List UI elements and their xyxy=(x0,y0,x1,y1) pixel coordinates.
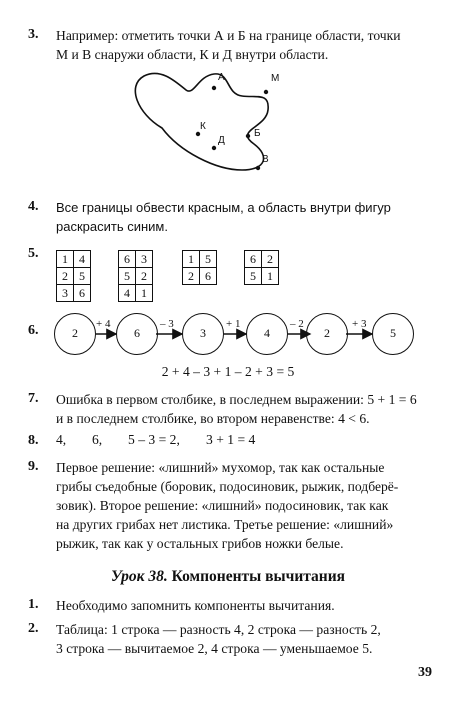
grid-cell: 2 xyxy=(262,251,279,268)
chain-circle: 4 xyxy=(246,313,288,355)
lesson-prefix: Урок 38. xyxy=(110,568,168,585)
chain-circle: 2 xyxy=(54,313,96,355)
chain-operation: + 3 xyxy=(352,318,367,330)
chain-circle: 2 xyxy=(306,313,348,355)
chain-operation: + 4 xyxy=(96,318,111,330)
grid-cell: 6 xyxy=(200,268,217,285)
grid-cell: 6 xyxy=(119,251,136,268)
item-8-number: 8. xyxy=(28,433,39,448)
item-7-line-1: Ошибка в первом столбике, в последнем выражении: 5 + 1 = 6 xyxy=(56,392,417,407)
point-k-label: К xyxy=(200,121,206,132)
item-9-number: 9. xyxy=(28,459,39,474)
item-8-value: 3 + 1 = 4 xyxy=(206,432,256,447)
lesson-heading xyxy=(0,568,456,586)
grid-cell: 6 xyxy=(245,251,262,268)
lesson-item-2-line-2: 3 строка — вычитаемое 2, 4 строка — уменьшаемое 5. xyxy=(56,641,373,656)
item-3-line-2: М и В снаружи области, К и Д внутри области. xyxy=(56,47,329,62)
grid-cell: 3 xyxy=(136,251,153,268)
point-d-label: Д xyxy=(218,135,225,146)
grid-cell: 3 xyxy=(57,285,74,302)
lesson-title: Компоненты вычитания xyxy=(171,568,346,585)
item-3-number: 3. xyxy=(28,27,39,42)
item-3-line-1: Например: отметить точки А и Б на границе области, точки xyxy=(56,28,401,43)
grid-cell: 1 xyxy=(262,268,279,285)
item-9-line: грибы съедобные (боровик, подосиновик, рыжик, подберё- xyxy=(56,479,399,494)
grid-cell: 1 xyxy=(183,251,200,268)
grid-cell: 1 xyxy=(136,285,153,302)
chain-equation: 2 + 4 – 3 + 1 – 2 + 3 = 5 xyxy=(161,364,295,379)
item-9-line: рыжик, так как у остальных грибов ножки белые. xyxy=(56,536,344,551)
grid-cell: 2 xyxy=(183,268,200,285)
page-number: 39 xyxy=(418,665,432,680)
grid-cell: 5 xyxy=(119,268,136,285)
point-m-label: М xyxy=(271,73,280,84)
lesson-item-2-line-1: Таблица: 1 строка — разность 4, 2 строка — разность 2, xyxy=(56,622,381,637)
item-7-number: 7. xyxy=(28,391,39,406)
item-6-number: 6. xyxy=(28,323,39,338)
grid-cell: 5 xyxy=(245,268,262,285)
chain-operation: – 2 xyxy=(290,318,304,330)
item-4-line-2: раскрасить синим. xyxy=(56,219,168,234)
chain-operation: – 3 xyxy=(160,318,174,330)
chain-circle: 3 xyxy=(182,313,224,355)
grid-cell: 5 xyxy=(200,251,217,268)
chain-circle: 6 xyxy=(116,313,158,355)
chain-operation: + 1 xyxy=(226,318,241,330)
grid-cell: 6 xyxy=(74,285,91,302)
grid-cell: 4 xyxy=(119,285,136,302)
item-8-value: 6, xyxy=(92,432,103,447)
item-8-value: 4, xyxy=(56,432,67,447)
point-b-label: Б xyxy=(254,128,261,139)
grid-cell: 2 xyxy=(136,268,153,285)
item-7-text xyxy=(56,390,426,428)
lesson-item-2-number: 2. xyxy=(28,621,39,636)
lesson-item-1-text: Необходимо запомнить компоненты вычитания. xyxy=(56,598,335,613)
grid-cell: 4 xyxy=(74,251,91,268)
item-9-line: на других грибах нет листика. Третье решение: «лишний» xyxy=(56,517,394,532)
item-4-line-1: Все границы обвести красным, а область внутри фигур xyxy=(56,200,391,215)
item-9-line: Первое решение: «лишний» мухомор, так как остальные xyxy=(56,460,385,475)
item-4-number: 4. xyxy=(28,199,39,214)
point-a-label: А xyxy=(218,72,225,83)
grid-cell: 5 xyxy=(74,268,91,285)
point-v-label: В xyxy=(262,154,269,165)
item-5-number: 5. xyxy=(28,246,39,261)
grid-cell: 2 xyxy=(57,268,74,285)
item-8-value: 5 – 3 = 2, xyxy=(128,432,180,447)
item-7-line-2: и в последнем столбике, во втором неравенстве: 4 < 6. xyxy=(56,411,370,426)
lesson-item-2-text xyxy=(56,620,426,658)
grid-cell: 1 xyxy=(57,251,74,268)
lesson-item-1-number: 1. xyxy=(28,597,39,612)
item-9-text xyxy=(56,458,426,553)
chain-circle: 5 xyxy=(372,313,414,355)
item-9-line: зовик). Второе решение: «лишний» подосиновик, так как xyxy=(56,498,389,513)
